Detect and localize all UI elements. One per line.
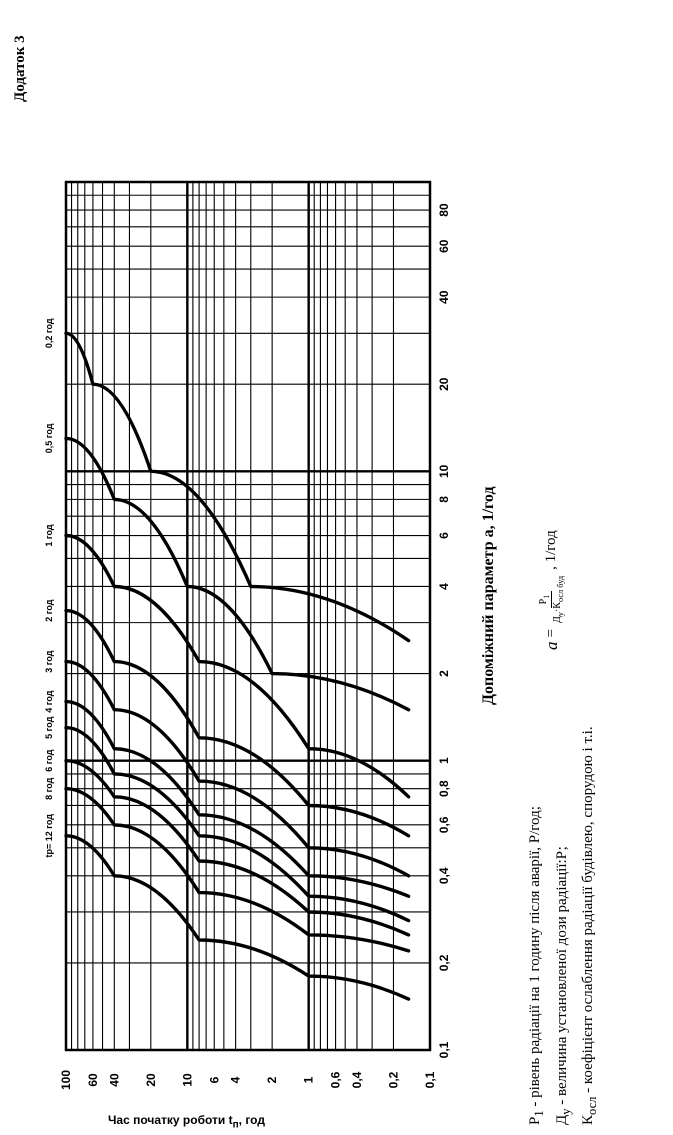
grid-layer [66, 182, 430, 1050]
x-tick-label: 10 [437, 464, 451, 479]
series-label: 8 год [44, 777, 54, 800]
y-tick-label: 20 [143, 1073, 158, 1087]
formula-lhs: a [541, 641, 561, 650]
y-tick-label: 6 [207, 1076, 222, 1084]
y-tick-label: 10 [180, 1073, 195, 1087]
note-kosl-text: - коефіцієнт ослаблення радіації будівлею, спорудою і т.і. [580, 726, 596, 1097]
formula-fraction [538, 574, 565, 625]
note-p1-symbol: P [527, 1116, 543, 1125]
formula-eq: = [543, 629, 560, 638]
y-tick-label: 100 [59, 1069, 73, 1091]
x-tick-label: 20 [437, 377, 451, 391]
x-tick-label: 0,8 [437, 780, 451, 798]
y-tick-label: 0,6 [328, 1071, 343, 1089]
y-axis-title-sub: п [232, 1119, 239, 1131]
x-tick-label: 60 [437, 239, 451, 253]
note-dy [554, 846, 574, 1125]
x-tick-label: 0,4 [437, 867, 451, 885]
x-axis-title: Допоміжний параметр а, 1/год [480, 486, 497, 705]
x-tick-label: 2 [437, 670, 451, 677]
y-tick-label: 4 [228, 1076, 243, 1084]
y-axis-title-unit: , год [238, 1113, 265, 1127]
note-p1-sub: 1 [532, 1110, 546, 1117]
y-tick-label: 2 [265, 1076, 280, 1084]
series-label: 0,2 год [44, 318, 54, 349]
x-tick-label: 0,2 [437, 954, 451, 972]
x-tick-label: 0,6 [437, 816, 451, 834]
note-kosl-sub: осл [585, 1096, 599, 1115]
note-p1 [527, 806, 547, 1125]
appendix-label: Додаток 3 [12, 35, 28, 102]
formula-denominator: $Д_у\cdot К_{осл буд}$ [552, 575, 566, 624]
x-tick-label: 40 [437, 290, 451, 304]
y-axis-title-main: Час початку роботи t [108, 1113, 233, 1127]
y-tick-label: 0,2 [386, 1071, 401, 1089]
tick-layer [59, 203, 451, 1090]
series-label: 4 год [44, 690, 54, 713]
y-tick-label: 0,4 [349, 1071, 364, 1089]
y-tick-label: 1 [301, 1076, 316, 1084]
formula-numerator: $P_1$ [538, 591, 552, 609]
y-tick-label: 60 [85, 1073, 100, 1087]
x-tick-label: 8 [437, 496, 451, 503]
series-label: tр= 12 год [44, 814, 54, 858]
series-label-layer [44, 318, 54, 857]
note-kosl-symbol: К [580, 1114, 596, 1125]
series-label: 1 год [44, 524, 54, 547]
plot-frame [66, 182, 430, 1050]
formula [538, 530, 565, 650]
formula-unit: , 1/год [543, 530, 560, 570]
note-dy-symbol: Д [554, 1114, 570, 1125]
series-label: 6 год [44, 749, 54, 772]
x-tick-label: 80 [437, 203, 451, 217]
x-tick-label: 4 [437, 583, 451, 590]
series-label: 3 год [44, 650, 54, 673]
y-axis-title [108, 1113, 265, 1130]
x-tick-label: 6 [437, 532, 451, 539]
x-tick-label: 1 [437, 757, 451, 765]
series-label: 2 год [44, 599, 54, 622]
series-label: 0,5 год [44, 423, 54, 454]
series-label: 5 год [44, 716, 54, 739]
note-kosl [580, 726, 600, 1125]
y-tick-label: 40 [107, 1073, 122, 1087]
note-dy-sub: у [559, 1108, 573, 1115]
y-tick-label: 0,1 [423, 1071, 437, 1089]
note-p1-text: - рівень радіації на 1 годину після аварії, Р/год; [527, 806, 543, 1111]
note-dy-text: - величина установленої дози радіації:Р; [554, 846, 570, 1109]
x-tick-label: 0,1 [437, 1041, 451, 1059]
